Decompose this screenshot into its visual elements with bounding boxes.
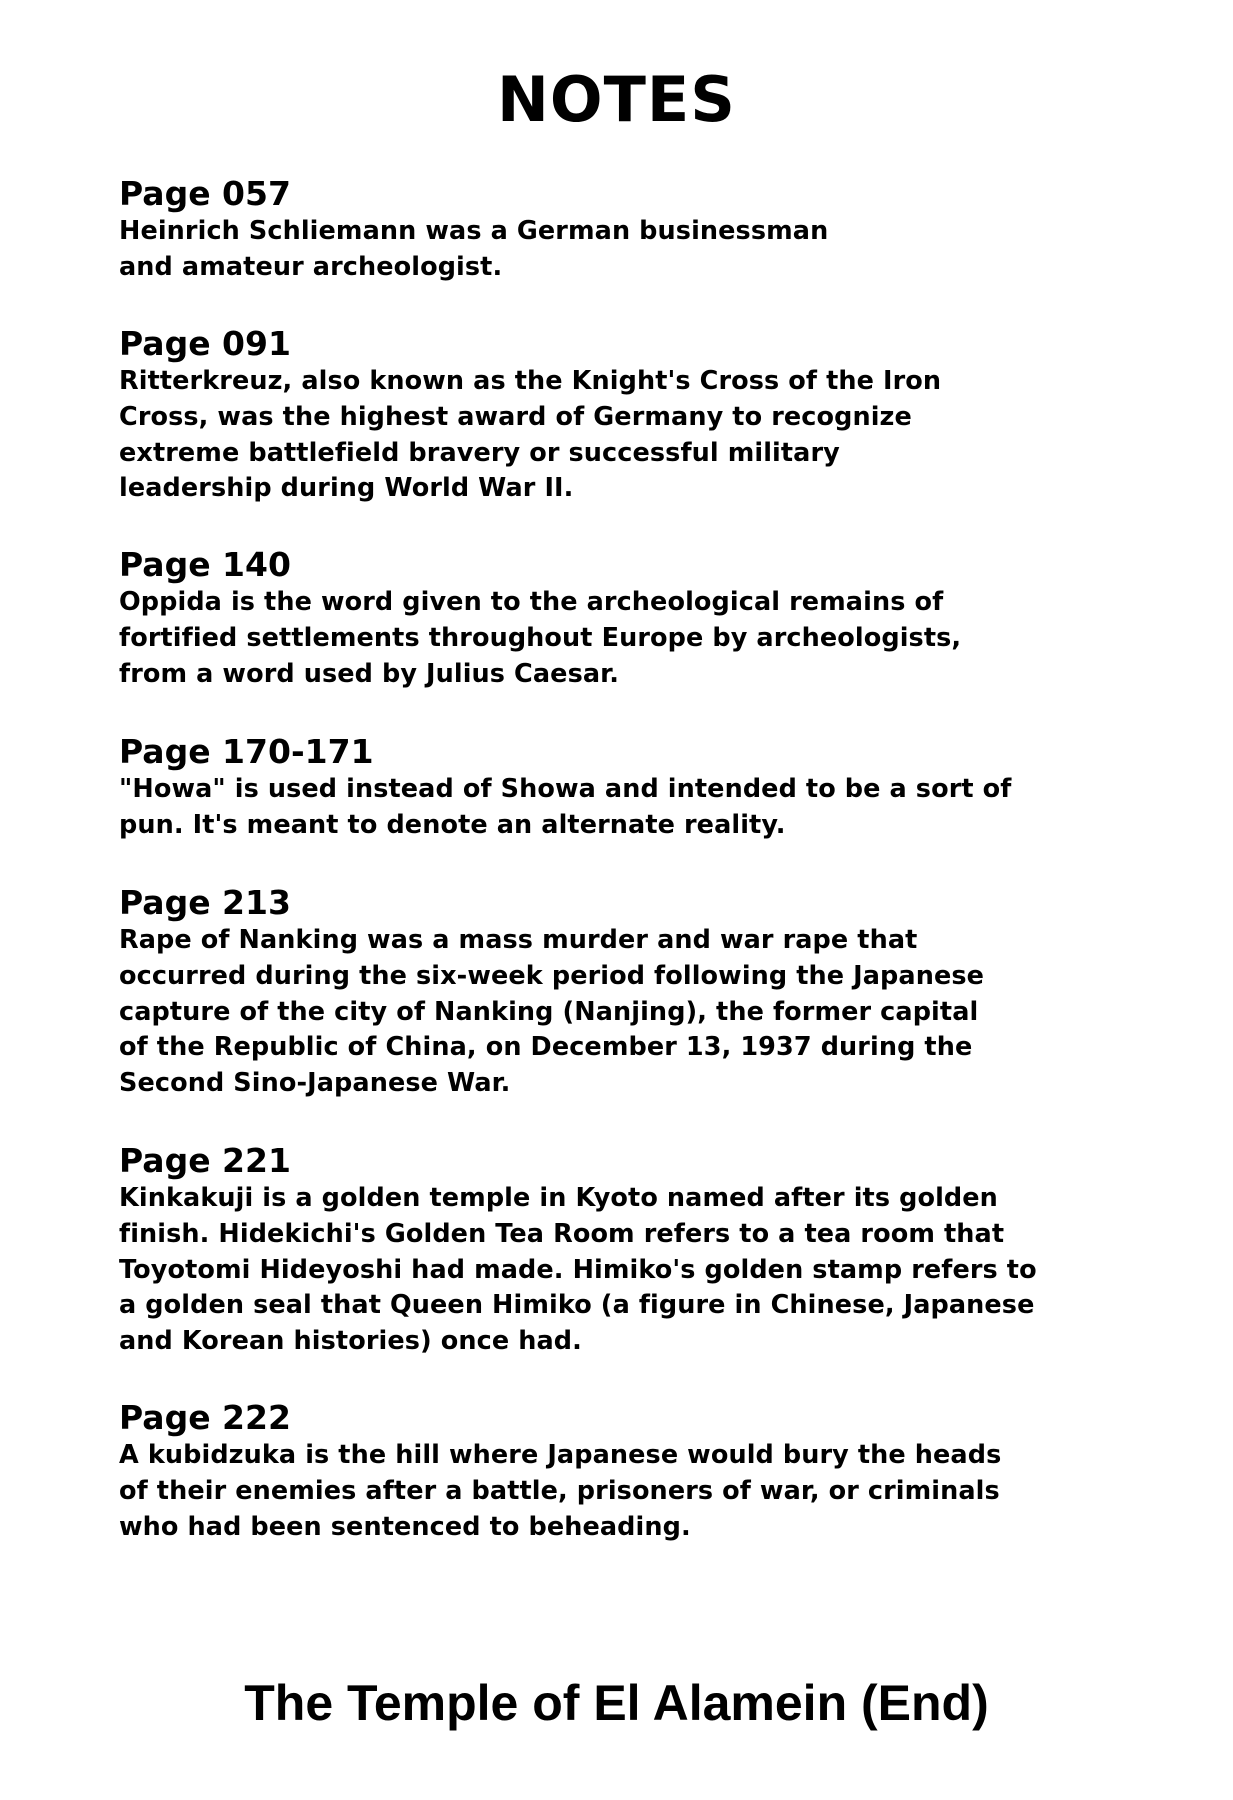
note-line: a golden seal that Queen Himiko (a figure in Chinese, Japanese — [119, 1290, 1035, 1321]
note-line: occurred during the six-week period following the Japanese — [119, 960, 985, 991]
note-line: of the Republic of China, on December 13, 1937 during the — [119, 1032, 973, 1063]
note-line: fortified settlements throughout Europe by archeologists, — [119, 622, 962, 653]
note-line: extreme battlefield bravery or successful military — [119, 437, 840, 468]
note-line: Ritterkreuz, also known as the Knight's Cross of the Iron — [119, 366, 942, 396]
note-heading: Page 140 — [119, 545, 291, 584]
note-heading: Page 221 — [119, 1141, 291, 1180]
note-line: Kinkakuji is a golden temple in Kyoto named after its golden — [119, 1183, 998, 1213]
note-line: Rape of Nanking was a mass murder and war rape that — [119, 925, 918, 955]
note-page-170-171 — [119, 732, 1179, 844]
note-page-222 — [119, 1398, 1179, 1545]
note-line: finish. Hidekichi's Golden Tea Room refers to a tea room that — [119, 1218, 1005, 1249]
note-heading: Page 057 — [119, 174, 291, 213]
note-line: who had been sentenced to beheading. — [119, 1511, 691, 1542]
note-line: and Korean histories) once had. — [119, 1326, 582, 1357]
note-page-221 — [119, 1141, 1179, 1360]
note-page-213 — [119, 883, 1179, 1102]
note-page-057 — [119, 174, 1179, 286]
note-heading: Page 222 — [119, 1398, 291, 1437]
note-line: of their enemies after a battle, prisoners of war, or criminals — [119, 1475, 1000, 1506]
note-line: Cross, was the highest award of Germany to recognize — [119, 401, 912, 432]
note-line: A kubidzuka is the hill where Japanese would bury the heads — [119, 1440, 1002, 1470]
note-line: pun. It's meant to denote an alternate reality. — [119, 809, 786, 840]
note-heading: Page 170-171 — [119, 732, 374, 771]
note-line: Toyotomi Hideyoshi had made. Himiko's golden stamp refers to — [119, 1254, 1037, 1285]
note-line: Second Sino-Japanese War. — [119, 1068, 511, 1099]
note-page-091 — [119, 324, 1179, 507]
note-line: "Howa" is used instead of Showa and intended to be a sort of — [119, 774, 1012, 804]
end-title: The Temple of El Alamein (End) — [244, 1675, 989, 1731]
note-line: Heinrich Schliemann was a German businessman — [119, 216, 829, 246]
note-line: capture of the city of Nanking (Nanjing), the former capital — [119, 996, 979, 1027]
note-line: leadership during World War II. — [119, 473, 574, 504]
note-heading: Page 213 — [119, 883, 291, 922]
note-line: Oppida is the word given to the archeological remains of — [119, 587, 944, 617]
note-heading: Page 091 — [119, 324, 291, 363]
note-page-140 — [119, 545, 1179, 692]
note-line: and amateur archeologist. — [119, 251, 503, 282]
page-title: NOTES — [497, 63, 736, 136]
note-line: from a word used by Julius Caesar. — [119, 658, 619, 689]
